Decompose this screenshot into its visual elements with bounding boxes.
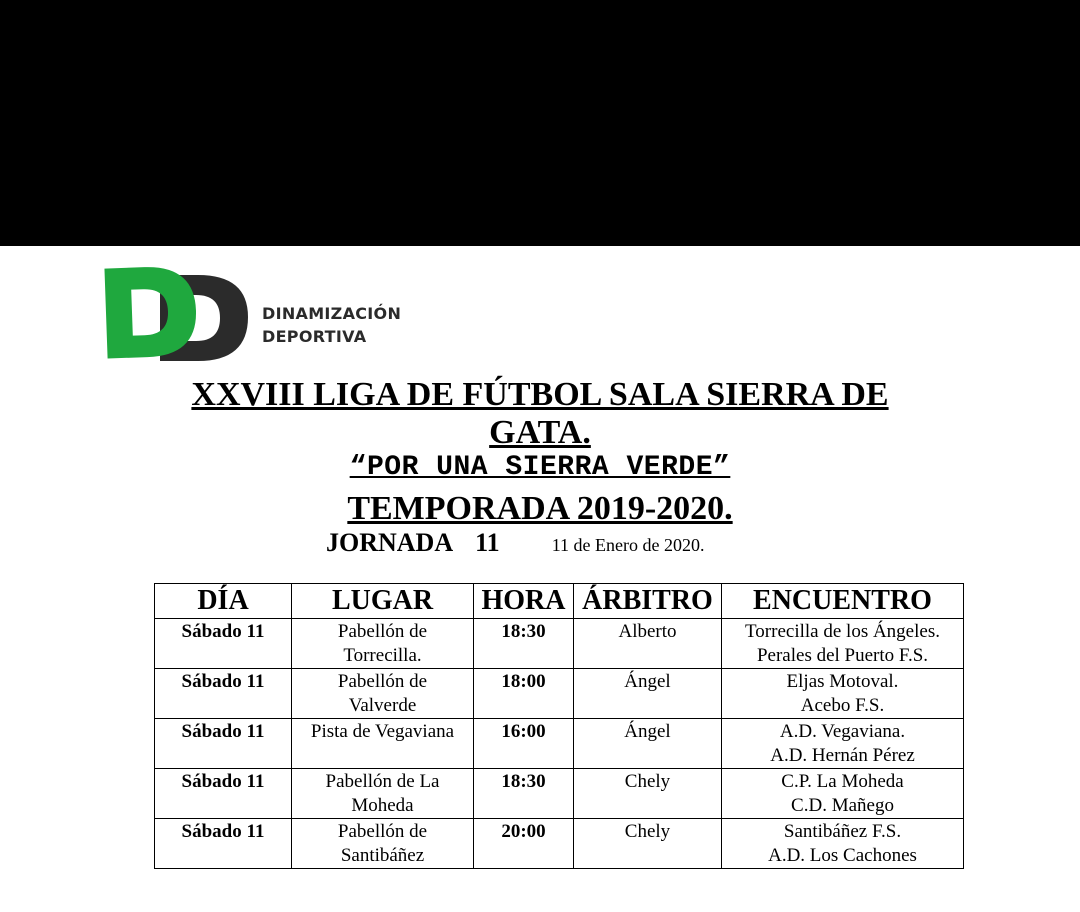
lugar-line-1: Pabellón de [337, 821, 428, 842]
cell-dia: Sábado 11 [155, 669, 292, 719]
cell-arbitro: Chely [574, 819, 722, 869]
cell-arbitro: Ángel [574, 669, 722, 719]
header-encuentro: ENCUENTRO [722, 584, 964, 619]
table-header-row [155, 584, 964, 619]
schedule-table [154, 583, 964, 869]
black-top-band [0, 0, 1080, 246]
dd-logo [102, 265, 248, 363]
lugar-line-2: Torrecilla. [343, 645, 422, 666]
away-team: Perales del Puerto F.S. [756, 645, 929, 666]
cell-arbitro: Alberto [574, 619, 722, 669]
lugar-line-1: Pabellón de [337, 671, 428, 692]
matchday-date: 11 de Enero de 2020. [551, 535, 705, 555]
lugar-line-2: Santibáñez [340, 845, 425, 866]
table-row [155, 719, 964, 769]
home-team: Santibáñez F.S. [783, 821, 902, 842]
away-team: A.D. Los Cachones [768, 845, 917, 866]
table-row [155, 619, 964, 669]
away-team: C.D. Mañego [791, 795, 894, 816]
cell-lugar [292, 819, 474, 869]
cell-hora: 18:00 [474, 669, 574, 719]
cell-dia: Sábado 11 [155, 819, 292, 869]
cell-dia: Sábado 11 [155, 719, 292, 769]
table-row [155, 819, 964, 869]
lugar-line-2: Moheda [351, 795, 414, 816]
away-team: Acebo F.S. [800, 695, 885, 716]
cell-dia: Sábado 11 [155, 769, 292, 819]
matchday-label: JORNADA [326, 528, 454, 557]
lugar-line-1: Pabellón de La [325, 771, 440, 792]
cell-encuentro [722, 619, 964, 669]
cell-hora: 16:00 [474, 719, 574, 769]
away-team: A.D. Hernán Pérez [770, 745, 915, 766]
table-row [155, 769, 964, 819]
cell-hora: 18:30 [474, 619, 574, 669]
matchday-line [326, 528, 704, 558]
cell-hora: 20:00 [474, 819, 574, 869]
cell-dia: Sábado 11 [155, 619, 292, 669]
league-title-line-1: XXVIII LIGA DE FÚTBOL SALA SIERRA DE [191, 376, 889, 413]
brand-line-2: DEPORTIVA [262, 327, 367, 346]
cell-lugar [292, 669, 474, 719]
lugar-line-2: Valverde [348, 695, 417, 716]
cell-lugar [292, 769, 474, 819]
header-lugar: LUGAR [292, 584, 474, 619]
table-row [155, 669, 964, 719]
cell-lugar [292, 619, 474, 669]
lugar-line-1: Pabellón de [337, 621, 428, 642]
cell-encuentro [722, 769, 964, 819]
lugar-line-1: Pista de Vegaviana [310, 721, 455, 742]
league-title-line-2: GATA. [489, 414, 591, 451]
season-title: TEMPORADA 2019-2020. [347, 490, 733, 527]
header-dia: DÍA [155, 584, 292, 619]
matchday-number: 11 [475, 528, 500, 557]
cell-lugar [292, 719, 474, 769]
league-motto: “POR UNA SIERRA VERDE” [349, 452, 731, 483]
brand-name [262, 302, 401, 348]
cell-arbitro: Ángel [574, 719, 722, 769]
cell-encuentro [722, 669, 964, 719]
home-team: Torrecilla de los Ángeles. [745, 621, 940, 642]
header-arbitro: ÁRBITRO [574, 584, 722, 619]
cell-encuentro [722, 819, 964, 869]
logo-green-d [104, 265, 197, 358]
header-hora: HORA [474, 584, 574, 619]
cell-arbitro: Chely [574, 769, 722, 819]
cell-hora: 18:30 [474, 769, 574, 819]
cell-encuentro [722, 719, 964, 769]
brand-line-1: DINAMIZACIÓN [262, 304, 402, 323]
home-team: Eljas Motoval. [786, 671, 899, 692]
home-team: C.P. La Moheda [781, 771, 904, 792]
home-team: A.D. Vegaviana. [779, 721, 906, 742]
